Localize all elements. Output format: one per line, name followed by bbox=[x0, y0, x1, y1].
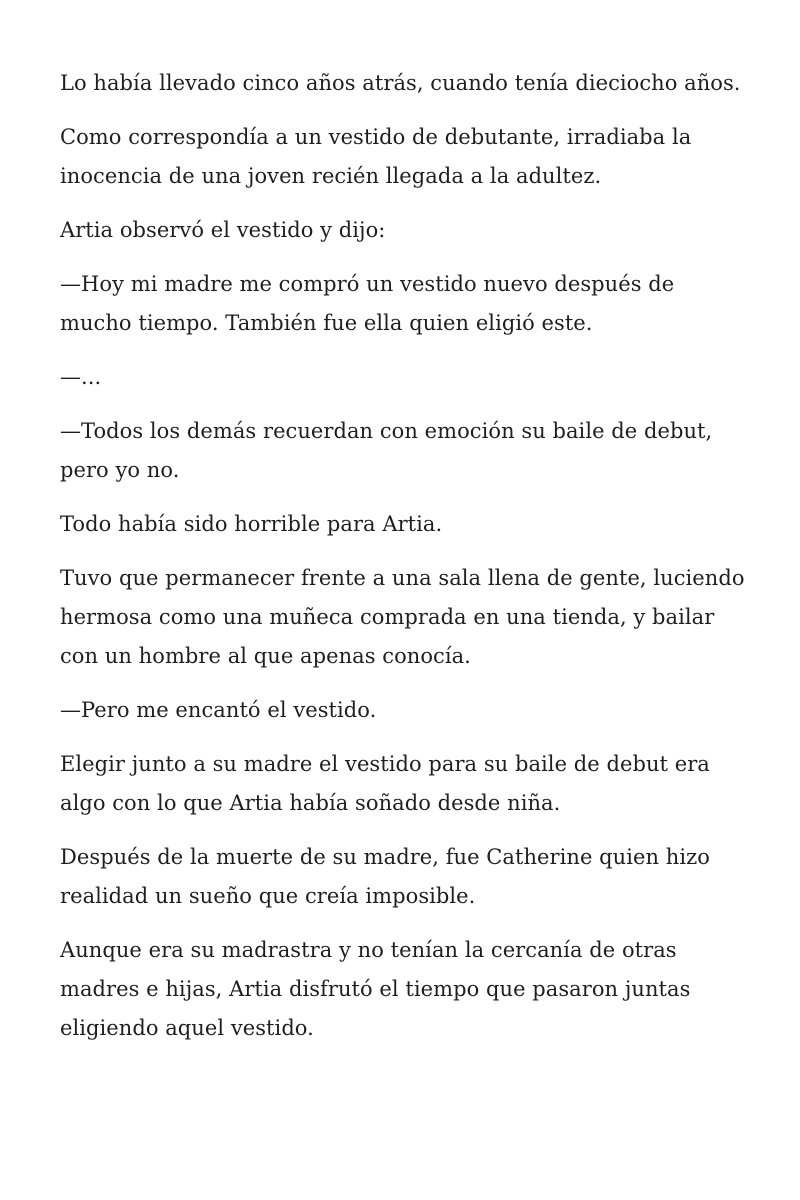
paragraph: Artia observó el vestido y dijo: bbox=[60, 218, 386, 242]
paragraph: Lo había llevado cinco años atrás, cuando tenía dieciocho años. bbox=[60, 71, 741, 95]
dialogue-paragraph: —Todos los demás recuerdan con emoción su baile de debut, pero yo no. bbox=[60, 419, 713, 482]
paragraph: Después de la muerte de su madre, fue Catherine quien hizo realidad un sueño que creía imposible. bbox=[60, 845, 710, 908]
paragraph: Aunque era su madrastra y no tenían la cercanía de otras madres e hijas, Artia disfrutó el tiempo que pasaron juntas eligiendo aquel vestido. bbox=[60, 938, 691, 1040]
paragraph: Elegir junto a su madre el vestido para su baile de debut era algo con lo que Artia había soñado desde niña. bbox=[60, 752, 710, 815]
paragraph: Como correspondía a un vestido de debutante, irradiaba la inocencia de una joven recién llegada a la adultez. bbox=[60, 125, 692, 188]
dialogue-paragraph: —Pero me encantó el vestido. bbox=[60, 698, 377, 722]
dialogue-paragraph: —Hoy mi madre me compró un vestido nuevo después de mucho tiempo. También fue ella quien eligió este. bbox=[60, 272, 675, 335]
dialogue-paragraph: —... bbox=[60, 365, 102, 389]
document-body bbox=[60, 64, 750, 1063]
paragraph: Tuvo que permanecer frente a una sala llena de gente, luciendo hermosa como una muñeca comprada en una tienda, y bailar con un hombre al que apenas conocía. bbox=[60, 566, 745, 668]
paragraph: Todo había sido horrible para Artia. bbox=[60, 512, 443, 536]
